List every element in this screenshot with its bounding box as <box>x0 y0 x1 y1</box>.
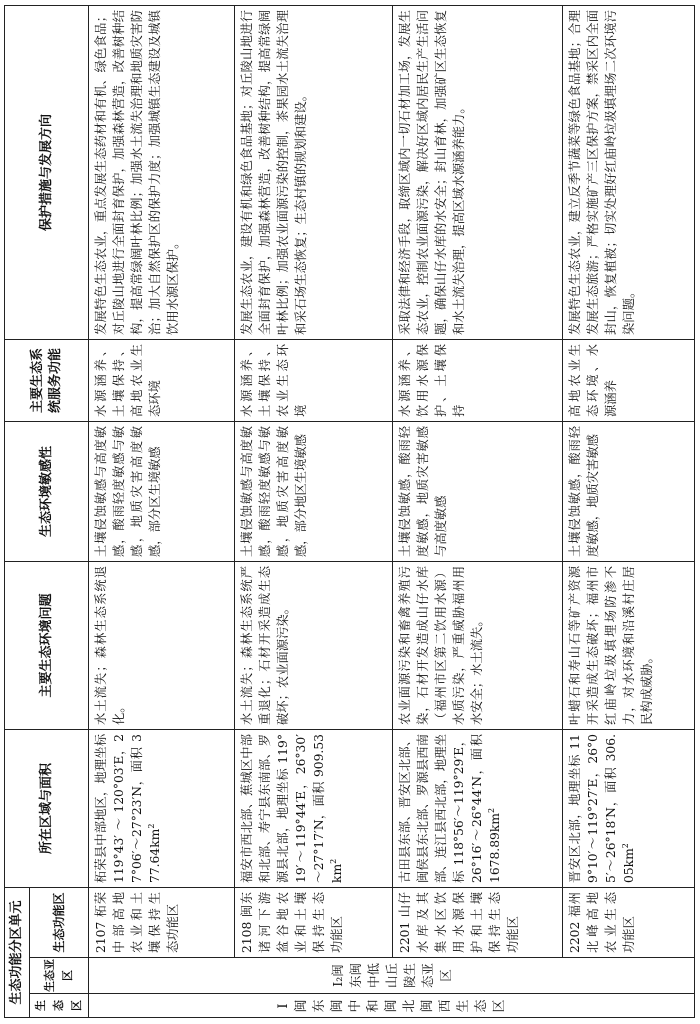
measures-cell: 发展生态农业，建设有机和绿色食品基地；对丘陵山地进行全面封育保护，加强森林营造，改善树种结构，提高常绿阔叶林比例；加强农业面源污染的控制，茶果园水土流失治理和采石场生态恢复；生态村镇的规划和建设。 <box>235 6 393 340</box>
eco-subzone-cell: Ⅰ₂闽东闽中低山丘陵生态亚区 <box>89 958 695 994</box>
header-location: 所在区域与面积 <box>5 730 89 888</box>
function-zone-cell: 2107 柘荣中部高地农业和土壤保持生态功能区 <box>89 888 235 958</box>
problems-cell: 水土流失；森林生态系统退化。 <box>89 562 235 730</box>
sensitivity-cell: 土壤侵蚀敏感，酸雨轻度敏感，地质灾害敏感与高度敏感 <box>393 422 563 562</box>
header-subzone: 生态亚区 <box>30 958 89 994</box>
eco-function-zoning-table <box>4 5 695 1018</box>
eco-zone-cell: Ⅰ闽东闽中和闽北闽西生态区 <box>89 994 695 1018</box>
measures-cell: 发展特色生态农业，建立反季节蔬菜等绿色食品基地；合理发展生态旅游；严格实施矿产三区保护方案，禁采区内全面封山，恢复植被；切实处理好红庙岭垃圾填埋场二次环境污染问题。 <box>563 6 695 340</box>
unit-exponent: 2 <box>328 858 338 864</box>
problems-cell: 叶蜡石和寿山石等矿产资源开采造成生态破坏；福州市红庙岭垃圾填埋场防渗不力，对水环境和沿溪村庄居民构成威胁。 <box>563 562 695 730</box>
services-cell: 水源涵养、土壤保持、农业生态环境 <box>235 340 393 422</box>
header-sensitivity: 生态环境敏感性 <box>5 422 89 562</box>
problems-cell: 水土流失；森林生态系统严重退化；石材开采造成生态破坏；农业面源污染。 <box>235 562 393 730</box>
services-cell: 水源涵养、饮用水源保护、土壤保持 <box>393 340 563 422</box>
header-services: 主要生态系统服务功能 <box>5 340 89 422</box>
unit-exponent: 2 <box>620 843 630 849</box>
unit-exponent: 2 <box>146 823 156 829</box>
sensitivity-cell: 土壤侵蚀敏感与高度敏感，酸雨轻度敏感与敏感，地质灾害高度敏感，部分区生境敏感 <box>89 422 235 562</box>
table-row <box>235 6 393 1018</box>
location-cell <box>393 730 563 888</box>
location-text: 福安市西北部、蕉城区中部和北部、寿宁县东南部、罗源县北部，地理坐标 119°19′～119°44′E，26°30′～27°17′N，面积 909.53km <box>240 734 344 883</box>
header-measures: 保护措施与发展方向 <box>5 6 89 340</box>
header-zoning-unit: 生态功能分区单元 <box>5 888 30 1018</box>
location-text: 柘荣县中部地区，地理坐标 119°43′ ～ 120°03′E，27°06′～27°23′N，面积 377.64km <box>94 734 162 883</box>
measures-cell: 发展特色生态农业，重点发展生态药材和有机、绿色食品；对丘陵山地进行全面封育保护，加强森林营造，改善树种结构，提高常绿阔叶林比例；加强水土流失治理和地质灾害防治；加大自然保护区的保护力度；加强城镇生态建设及城镇饮用水源区保护。 <box>89 6 235 340</box>
header-row-1 <box>5 6 30 1018</box>
sensitivity-cell: 土壤侵蚀敏感，酸雨轻度敏感，地质灾害敏感 <box>563 422 695 562</box>
header-function-zone: 生态功能区 <box>30 888 89 958</box>
location-cell <box>563 730 695 888</box>
location-text: 古田县东部、晋安区北部、闽侯县东北部、罗源县西南部、连江县西北部，地理坐标 118°56′～119°29′E，26°16′～26°44′N，面积 1678.89km <box>398 734 502 883</box>
table-row <box>89 6 235 1018</box>
function-zone-cell: 2201 山仔水库及其集水区饮用水源保护和土壤保持生态功能区 <box>393 888 563 958</box>
location-cell <box>235 730 393 888</box>
services-cell: 水源涵养、土壤保持、高地农业生态环境 <box>89 340 235 422</box>
function-zone-cell: 2202 福州北峰高地农业生态功能区 <box>563 888 695 958</box>
services-cell: 高地农业生态环境、水源涵养 <box>563 340 695 422</box>
function-zone-cell: 2108 闽东诸河下游盆谷地农业和土壤保持生态功能区 <box>235 888 393 958</box>
location-cell <box>89 730 235 888</box>
sensitivity-cell: 土壤侵蚀敏感与高度敏感，酸雨轻度敏感与敏感，地质灾害高度敏感，部分地区生境敏感 <box>235 422 393 562</box>
unit-exponent: 2 <box>486 807 496 814</box>
header-problems: 主要生态环境问题 <box>5 562 89 730</box>
table-row <box>393 6 563 1018</box>
problems-cell: 农业面源污染和畜禽养殖污染，石材开发造成山仔水库（福州市区第二饮用水源）水质污染，严重威胁福州用水安全；水土流失。 <box>393 562 563 730</box>
measures-cell: 采取法律和经济手段，取缔区域内一切石材加工场，发展生态农业，控制农业面源污染，解决好区域内居民生产生活问题，确保山仔水库的水安全；封山育林，加强矿区生态恢复和水土流失治理，提高区域水源涵养能力。 <box>393 6 563 340</box>
header-zone: 生态区 <box>30 994 89 1018</box>
table-row <box>563 6 695 1018</box>
location-text: 晋安区北部，地理坐标 119°10′～119°27′E，26°05′～26°18′N，面积 306.05km <box>568 734 636 883</box>
